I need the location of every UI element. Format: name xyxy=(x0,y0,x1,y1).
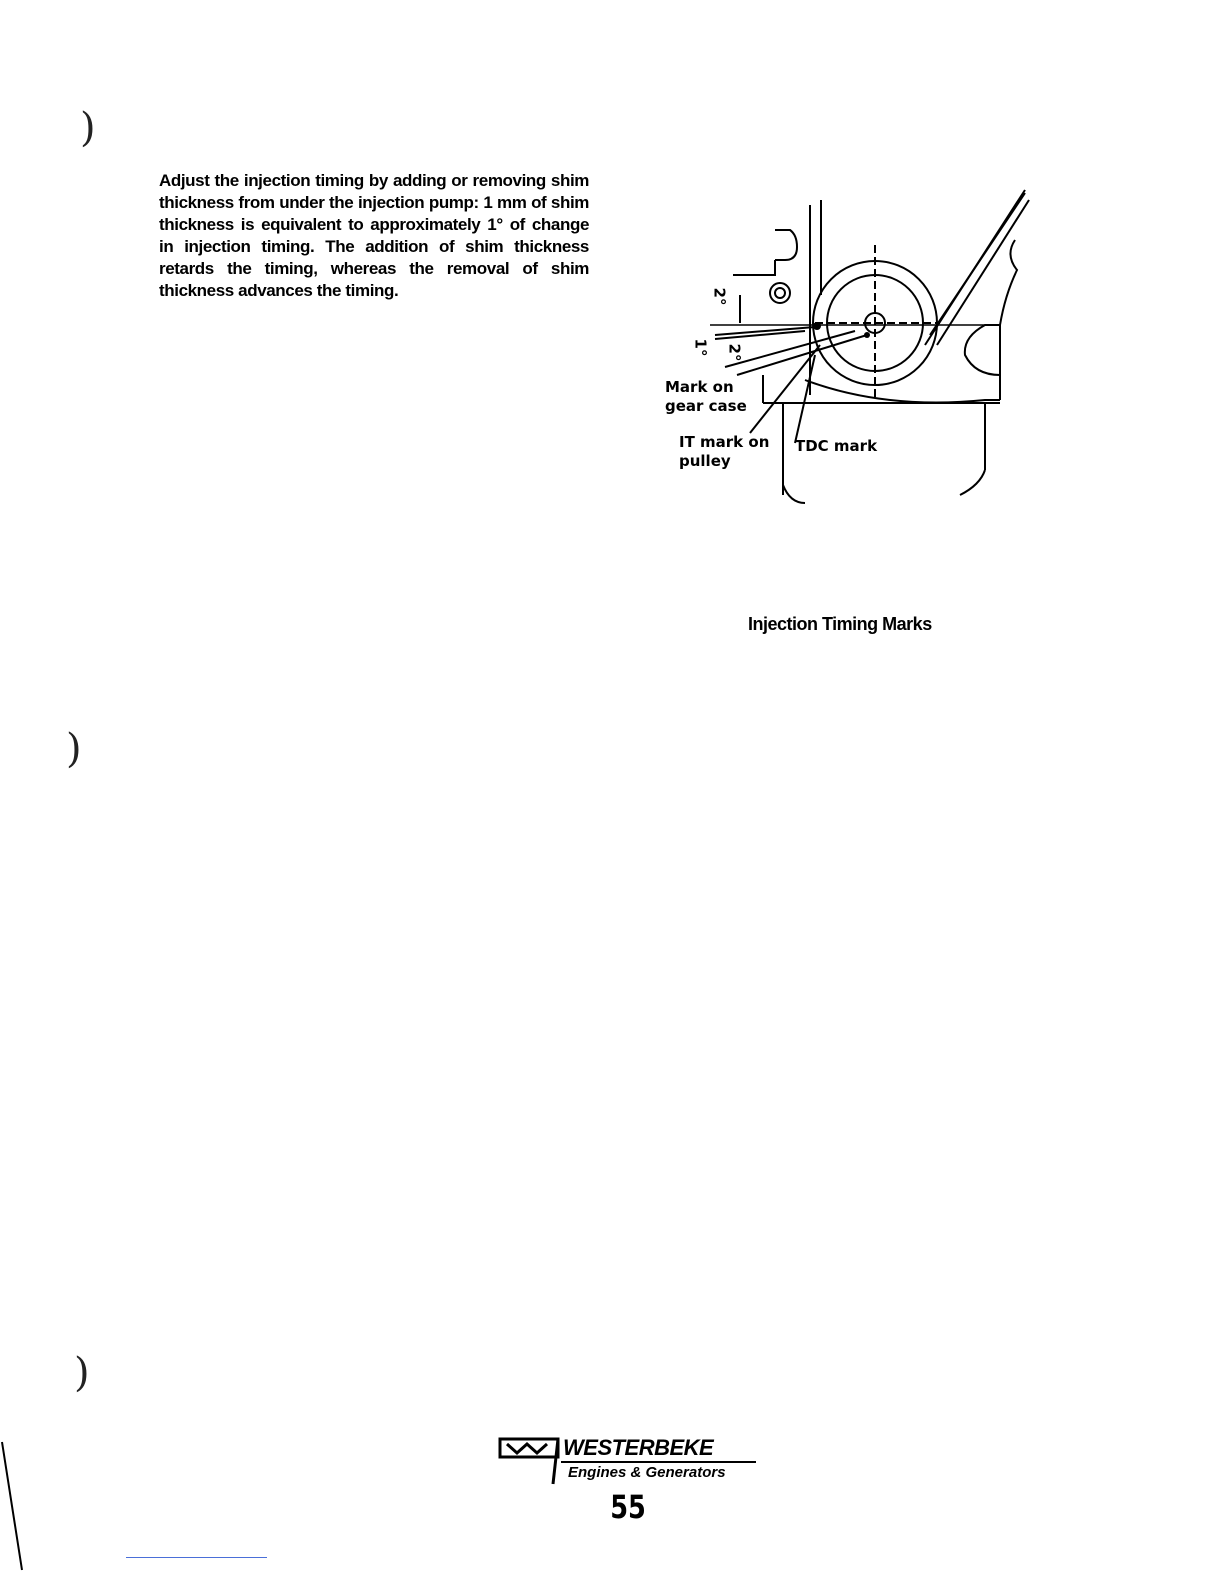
injection-timing-diagram xyxy=(655,185,1040,515)
angle-label-2a: 2° xyxy=(710,287,729,306)
scan-underline xyxy=(126,1557,267,1558)
scan-mark: ) xyxy=(80,105,96,151)
label-mark-on-gear-case: Mark on gear case xyxy=(665,378,747,415)
scan-mark: ) xyxy=(66,726,82,772)
angle-label-1: 1° xyxy=(691,338,710,357)
figure-caption: Injection Timing Marks xyxy=(748,614,932,634)
scan-mark: ) xyxy=(74,1350,90,1396)
westerbeke-emblem-icon xyxy=(497,1436,567,1491)
label-it-mark-on-pulley: IT mark on pulley xyxy=(679,433,770,470)
angle-label-2b: 2° xyxy=(725,343,744,362)
westerbeke-logo xyxy=(497,1436,757,1491)
brand-name: WESTERBEKE xyxy=(563,1435,714,1460)
brand-tagline: Engines & Generators xyxy=(568,1464,726,1481)
scan-edge-line xyxy=(0,1440,30,1580)
page-number: 55 xyxy=(610,1488,646,1526)
label-tdc-mark: TDC mark xyxy=(795,437,878,455)
body-paragraph: Adjust the injection timing by adding or removing shim thickness from under the injection pump: 1 mm of shim thickness is equivalent to approximately 1° of change in injection timing. The addition of shim thickness retards the timing, whereas the removal of shim thickness advances the timing. xyxy=(159,171,589,300)
